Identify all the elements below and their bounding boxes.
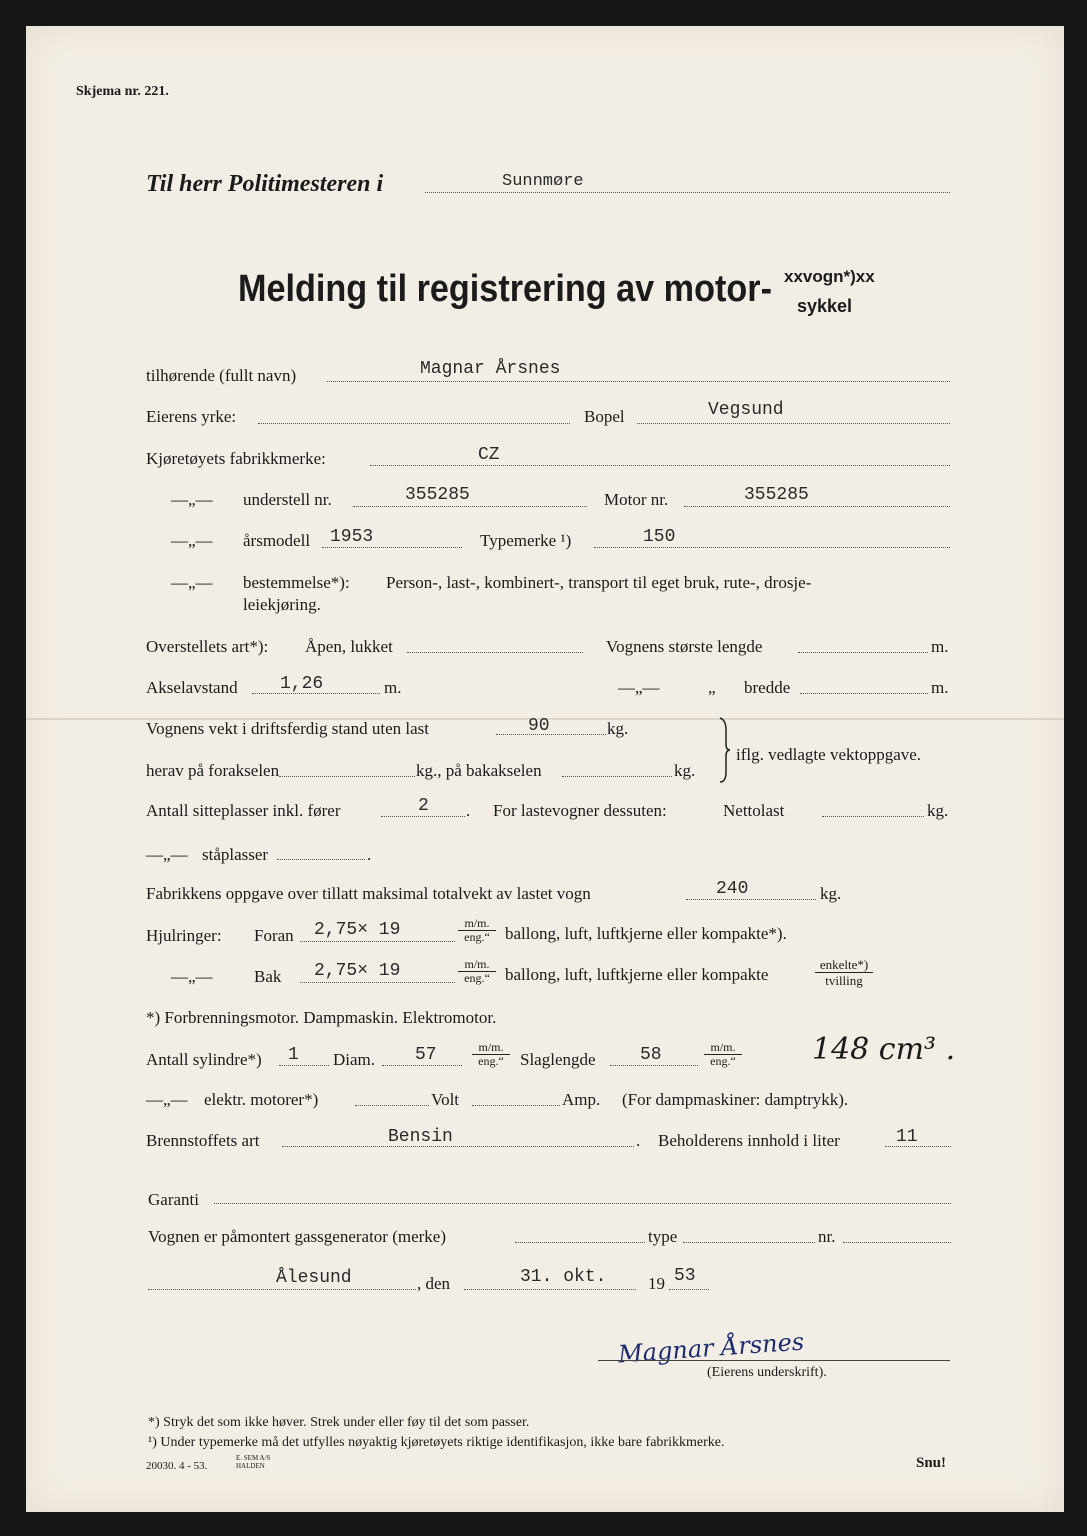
wheels-rear-label: Bak xyxy=(254,967,282,986)
model-year-label: årsmodell xyxy=(243,531,311,550)
signature-line xyxy=(598,1360,950,1361)
body-type-label: Overstellets art*): xyxy=(146,637,269,656)
gas-nr-line xyxy=(843,1242,951,1243)
unit-fraction xyxy=(704,1041,742,1068)
print-code: 20030. 4 - 53. xyxy=(146,1460,208,1472)
wheels-front-value[interactable]: 2,75× 19 xyxy=(314,920,401,940)
weight-unit: kg. xyxy=(607,719,629,738)
weight-line xyxy=(496,734,606,735)
motor-label: Motor nr. xyxy=(604,490,669,509)
unit-mm: m/m. xyxy=(472,1041,510,1055)
stroke-line xyxy=(610,1065,698,1066)
make-line xyxy=(370,465,950,466)
signature-caption: (Eierens underskrift). xyxy=(707,1365,827,1380)
owner-label: tilhørende (fullt navn) xyxy=(146,366,297,385)
diam-label: Diam. xyxy=(333,1050,376,1069)
unit-eng: eng.“ xyxy=(478,1054,504,1068)
motor-line xyxy=(684,506,950,507)
unit-mm: m/m. xyxy=(458,917,496,931)
motor-value[interactable]: 355285 xyxy=(744,485,809,505)
volt-line xyxy=(472,1105,560,1106)
form-number: Skjema nr. 221. xyxy=(76,84,169,99)
weight-label: Vognens vekt i driftsferdig stand uten last xyxy=(146,719,429,738)
rear-axle-line xyxy=(562,776,672,777)
ditto-mark: —„— xyxy=(146,1090,188,1109)
date-den: , den xyxy=(417,1274,451,1293)
year-line xyxy=(669,1289,709,1290)
unit-mm: m/m. xyxy=(458,958,496,972)
tank-value[interactable]: 11 xyxy=(896,1127,918,1147)
turn-over: Snu! xyxy=(916,1455,947,1471)
front-axle-line xyxy=(279,776,415,777)
unit-fraction xyxy=(458,958,496,985)
rear-option-single: enkelte*) xyxy=(815,957,873,973)
unit-eng: eng.“ xyxy=(464,930,490,944)
residence-value[interactable]: Vegsund xyxy=(708,400,784,420)
amp-label: Amp. xyxy=(562,1090,601,1109)
wheels-front-label: Foran xyxy=(254,926,294,945)
gas-type-label: type xyxy=(648,1227,678,1246)
width-label: bredde xyxy=(744,678,791,697)
max-total-value[interactable]: 240 xyxy=(716,879,749,899)
footnote-1: *) Stryk det som ikke høver. Strek under eller føy til det som passer. xyxy=(148,1415,530,1430)
gas-nr-label: nr. xyxy=(818,1227,836,1246)
rear-axle-unit: kg. xyxy=(674,761,696,780)
diam-value[interactable]: 57 xyxy=(415,1045,437,1065)
warranty-label: Garanti xyxy=(148,1190,199,1209)
cylinders-line xyxy=(279,1065,329,1066)
warranty-line xyxy=(214,1203,951,1204)
diam-line xyxy=(382,1065,462,1066)
wheels-rear-types: ballong, luft, luftkjerne eller kompakte xyxy=(505,965,769,984)
wheels-rear-line xyxy=(300,982,455,983)
seats-line xyxy=(381,816,465,817)
body-type-value: Åpen, lukket xyxy=(305,637,393,656)
chassis-line xyxy=(353,506,587,507)
owner-signature: Magnar Årsnes xyxy=(617,1327,805,1369)
ditto-mark: —„— xyxy=(171,531,213,550)
type-mark-value[interactable]: 150 xyxy=(643,527,676,547)
width-ditto: „ xyxy=(708,678,716,697)
purpose-options: Person-, last-, kombinert-, transport til eget bruk, rute-, drosje- xyxy=(386,573,812,592)
model-year-line xyxy=(322,547,462,548)
steam-note: (For dampmaskiner: damptrykk). xyxy=(622,1090,849,1109)
addressee-value[interactable]: Sunnmøre xyxy=(502,172,584,191)
fuel-value[interactable]: Bensin xyxy=(388,1127,453,1147)
wheels-rear-value[interactable]: 2,75× 19 xyxy=(314,961,401,981)
volt-label: Volt xyxy=(431,1090,460,1109)
occupation-label: Eierens yrke: xyxy=(146,407,237,426)
place-line xyxy=(148,1289,416,1290)
fuel-label: Brennstoffets art xyxy=(146,1131,260,1150)
purpose-options-cont: leiekjøring. xyxy=(243,595,321,614)
date-century: 19 xyxy=(648,1274,665,1293)
model-year-value[interactable]: 1953 xyxy=(330,527,374,547)
make-value[interactable]: CZ xyxy=(478,445,500,465)
addressee-label: Til herr Politimesteren i xyxy=(146,171,384,197)
standing-label: ståplasser xyxy=(202,845,269,864)
page-title: Melding til registrering av motor- xyxy=(238,268,772,310)
owner-value[interactable]: Magnar Årsnes xyxy=(420,359,561,379)
net-load-unit: kg. xyxy=(927,801,949,820)
engine-types: *) Forbrenningsmotor. Dampmaskin. Elektromotor. xyxy=(146,1008,497,1027)
axle-distance-value[interactable]: 1,26 xyxy=(280,674,324,694)
net-load-label: Nettolast xyxy=(723,801,785,820)
unit-eng: eng.“ xyxy=(464,971,490,985)
max-length-unit: m. xyxy=(931,637,949,656)
residence-label: Bopel xyxy=(584,407,625,426)
cylinders-value[interactable]: 1 xyxy=(288,1045,299,1065)
standing-dot: . xyxy=(367,845,372,864)
gas-generator-label: Vognen er påmontert gassgenerator (merke) xyxy=(148,1227,447,1246)
unit-fraction xyxy=(458,917,496,944)
unit-eng: eng.“ xyxy=(710,1054,736,1068)
ditto-mark: —„— xyxy=(618,678,660,697)
gas-type-line xyxy=(683,1242,815,1243)
ditto-mark: —„— xyxy=(171,490,213,509)
type-mark-label: Typemerke ¹) xyxy=(480,531,572,550)
weight-note: iflg. vedlagte vektoppgave. xyxy=(736,745,922,764)
date-day[interactable]: 31. okt. xyxy=(520,1267,607,1287)
wheels-label: Hjulringer: xyxy=(146,926,222,945)
rear-axle-label: kg., på bakakselen xyxy=(416,761,542,780)
title-option-chosen: sykkel xyxy=(797,296,853,316)
seats-value[interactable]: 2 xyxy=(418,796,429,816)
stroke-label: Slaglengde xyxy=(520,1050,596,1069)
type-mark-line xyxy=(594,547,950,548)
electric-motors-line xyxy=(355,1105,429,1106)
max-total-label: Fabrikkens oppgave over tillatt maksimal totalvekt av lastet vogn xyxy=(146,884,591,903)
seats-dot: . xyxy=(466,801,471,820)
cargo-label: For lastevogner dessuten: xyxy=(493,801,667,820)
max-total-unit: kg. xyxy=(820,884,842,903)
net-load-line xyxy=(822,816,924,817)
ditto-mark: —„— xyxy=(171,573,213,592)
wheels-front-types: ballong, luft, luftkjerne eller kompakte*). xyxy=(505,924,787,943)
unit-mm: m/m. xyxy=(704,1041,742,1055)
brace-icon xyxy=(716,716,732,784)
purpose-label: bestemmelse*): xyxy=(243,573,350,592)
rear-option-twin: tvilling xyxy=(825,973,863,988)
gas-generator-line xyxy=(515,1242,645,1243)
owner-line xyxy=(327,381,950,382)
ditto-mark: —„— xyxy=(146,845,188,864)
printer-mark: E. SEM A/S HALDEN xyxy=(236,1454,271,1470)
rear-wheel-option xyxy=(815,957,873,988)
tank-label: Beholderens innhold i liter xyxy=(658,1131,840,1150)
footnote-2: ¹) Under typemerke må det utfylles nøyaktig kjøretøyets riktige identifikasjon, ikke bare fabrikkmerke. xyxy=(148,1435,725,1450)
width-line xyxy=(800,693,928,694)
standing-line xyxy=(277,859,365,860)
addressee-line xyxy=(425,192,950,193)
displacement-note: 148 cm³ . xyxy=(812,1032,956,1067)
fuel-line xyxy=(282,1146,634,1147)
width-unit: m. xyxy=(931,678,949,697)
chassis-value[interactable]: 355285 xyxy=(405,485,470,505)
residence-line xyxy=(637,423,950,424)
tank-line xyxy=(885,1146,951,1147)
max-total-line xyxy=(686,899,816,900)
electric-motors-label: elektr. motorer*) xyxy=(204,1090,319,1109)
max-length-line xyxy=(798,652,928,653)
make-label: Kjøretøyets fabrikkmerke: xyxy=(146,449,326,468)
axle-distance-unit: m. xyxy=(384,678,402,697)
axle-distance-label: Akselavstand xyxy=(146,678,238,697)
body-type-line xyxy=(407,652,583,653)
ditto-mark: —„— xyxy=(171,967,213,986)
date-line xyxy=(464,1289,636,1290)
wheels-front-line xyxy=(300,941,455,942)
place-value[interactable]: Ålesund xyxy=(276,1268,352,1288)
unit-fraction xyxy=(472,1041,510,1068)
seats-label: Antall sitteplasser inkl. fører xyxy=(146,801,341,820)
stroke-value[interactable]: 58 xyxy=(640,1045,662,1065)
date-year[interactable]: 53 xyxy=(674,1266,696,1286)
title-option-struck: xxvogn*)xx xyxy=(784,267,875,286)
front-axle-label: herav på forakselen xyxy=(146,761,280,780)
occupation-line xyxy=(258,423,570,424)
chassis-label: understell nr. xyxy=(243,490,332,509)
max-length-label: Vognens største lengde xyxy=(606,637,763,656)
cylinders-label: Antall sylindre*) xyxy=(146,1050,262,1069)
weight-value[interactable]: 90 xyxy=(528,716,550,736)
fuel-dot: . xyxy=(636,1131,641,1150)
